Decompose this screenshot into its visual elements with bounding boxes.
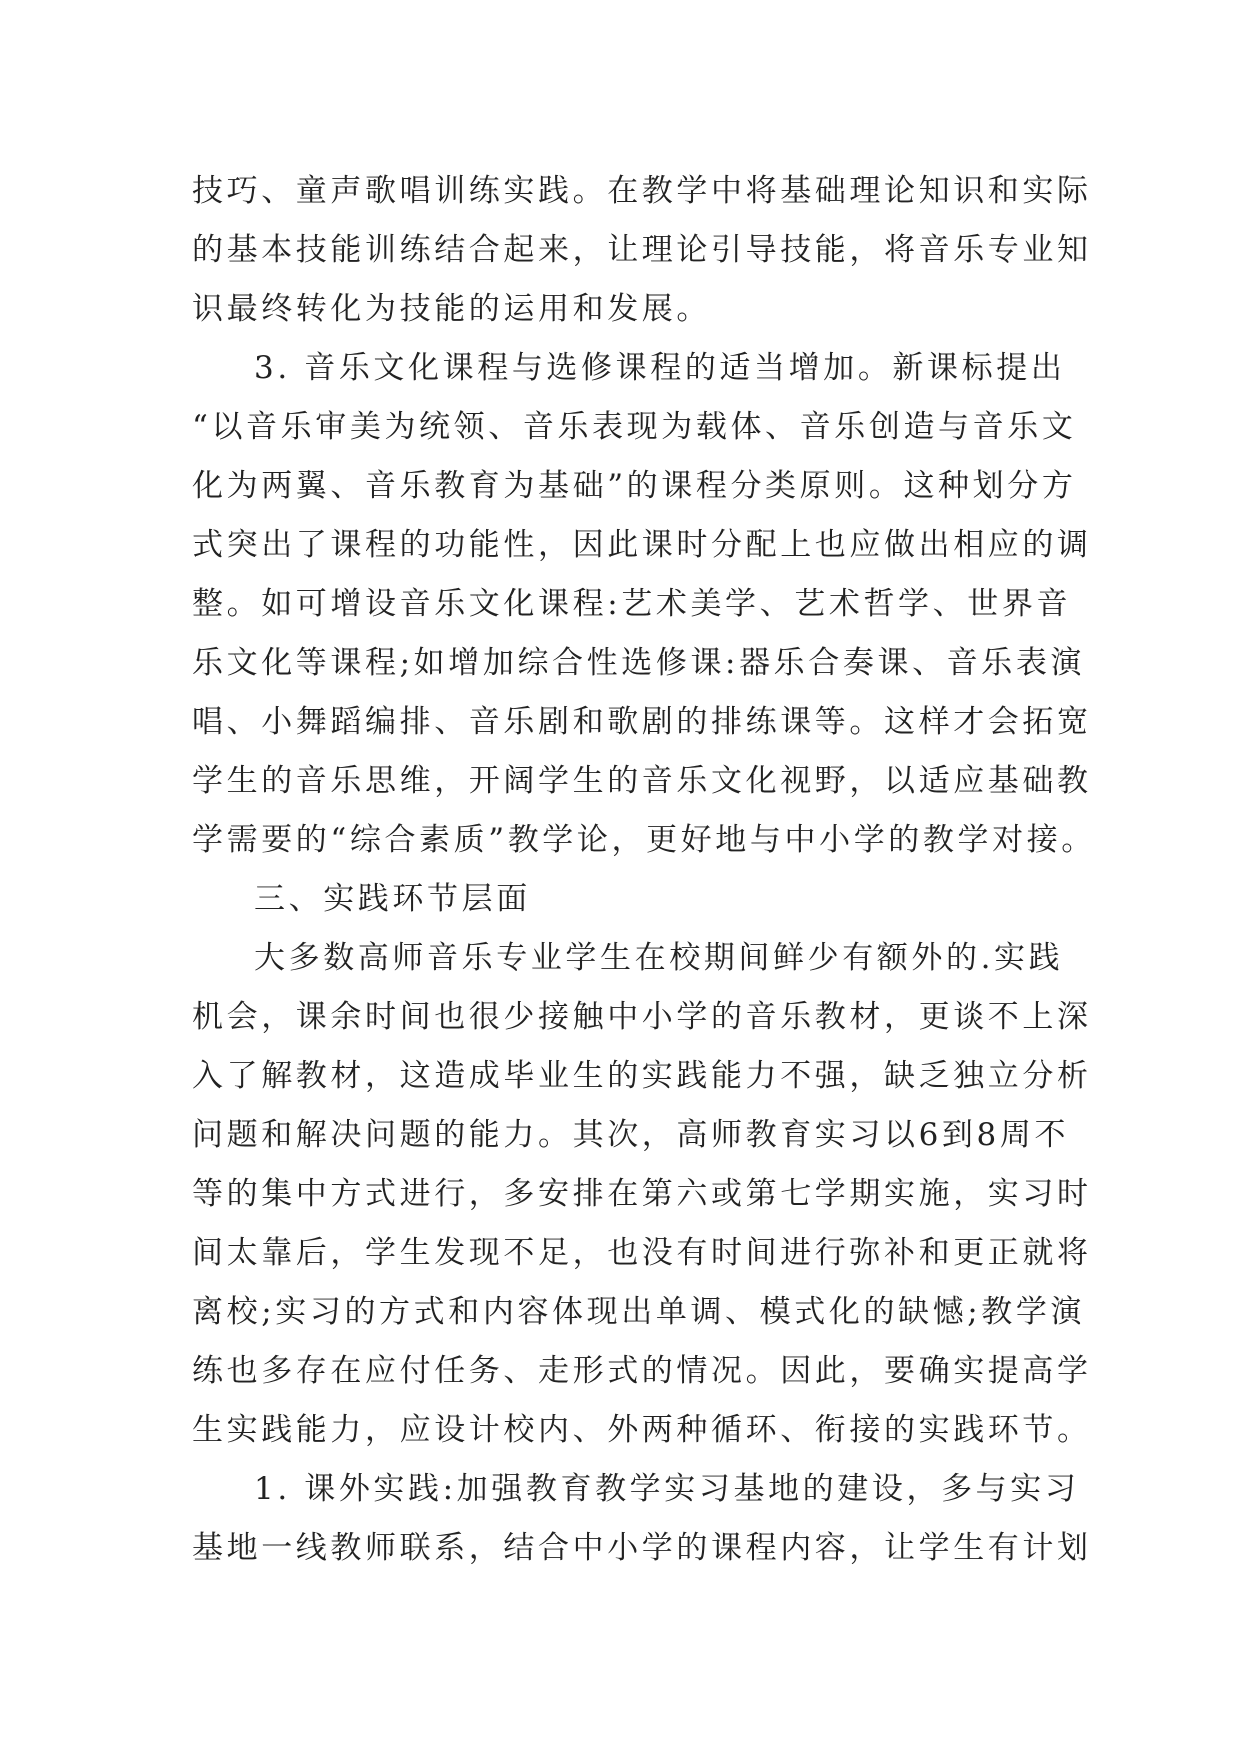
text-line: “以音乐审美为统领、音乐表现为载体、音乐创造与音乐文 (192, 409, 1077, 445)
text-line: 入了解教材，这造成毕业生的实践能力不强，缺乏独立分析 (192, 1058, 1092, 1094)
text-line: 基地一线教师联系，结合中小学的课程内容，让学生有计划 (192, 1530, 1092, 1566)
text-line: 等的集中方式进行，多安排在第六或第七学期实施，实习时 (192, 1176, 1092, 1212)
text-line: 生实践能力，应设计校内、外两种循环、衔接的实践环节。 (192, 1412, 1092, 1448)
body-text (192, 162, 1096, 1578)
text-line: 式突出了课程的功能性，因此课时分配上也应做出相应的调 (192, 527, 1092, 563)
text-line: 3. 音乐文化课程与选修课程的适当增加。新课标提出 (254, 350, 1066, 386)
text-line: 乐文化等课程;如增加综合性选修课:器乐合奏课、音乐表演 (192, 645, 1086, 681)
text-line: 技巧、童声歌唱训练实践。在教学中将基础理论知识和实际 (192, 173, 1092, 209)
text-line: 机会，课余时间也很少接触中小学的音乐教材，更谈不上深 (192, 999, 1092, 1035)
text-line: 学生的音乐思维，开阔学生的音乐文化视野，以适应基础教 (192, 763, 1092, 799)
text-line: 化为两翼、音乐教育为基础”的课程分类原则。这种划分方 (192, 468, 1077, 504)
text-line: 唱、小舞蹈编排、音乐剧和歌剧的排练课等。这样才会拓宽 (192, 704, 1092, 740)
text-line: 学需要的“综合素质”教学论，更好地与中小学的教学对接。 (192, 822, 1096, 858)
text-line: 的基本技能训练结合起来，让理论引导技能，将音乐专业知 (192, 232, 1092, 268)
text-line: 整。如可增设音乐文化课程:艺术美学、艺术哲学、世界音 (192, 586, 1072, 622)
text-line: 问题和解决问题的能力。其次，高师教育实习以6到8周不 (192, 1117, 1070, 1153)
text-line: 识最终转化为技能的运用和发展。 (192, 291, 711, 327)
text-line: 练也多存在应付任务、走形式的情况。因此，要确实提高学 (192, 1353, 1092, 1389)
text-line: 间太靠后，学生发现不足，也没有时间进行弥补和更正就将 (192, 1235, 1092, 1271)
text-line: 离校;实习的方式和内容体现出单调、模式化的缺憾;教学演 (192, 1294, 1086, 1330)
text-line: 1. 课外实践:加强教育教学实习基地的建设，多与实习 (254, 1471, 1080, 1507)
section-heading: 三、实践环节层面 (254, 881, 531, 917)
text-line: 大多数高师音乐专业学生在校期间鲜少有额外的.实践 (254, 940, 1064, 976)
